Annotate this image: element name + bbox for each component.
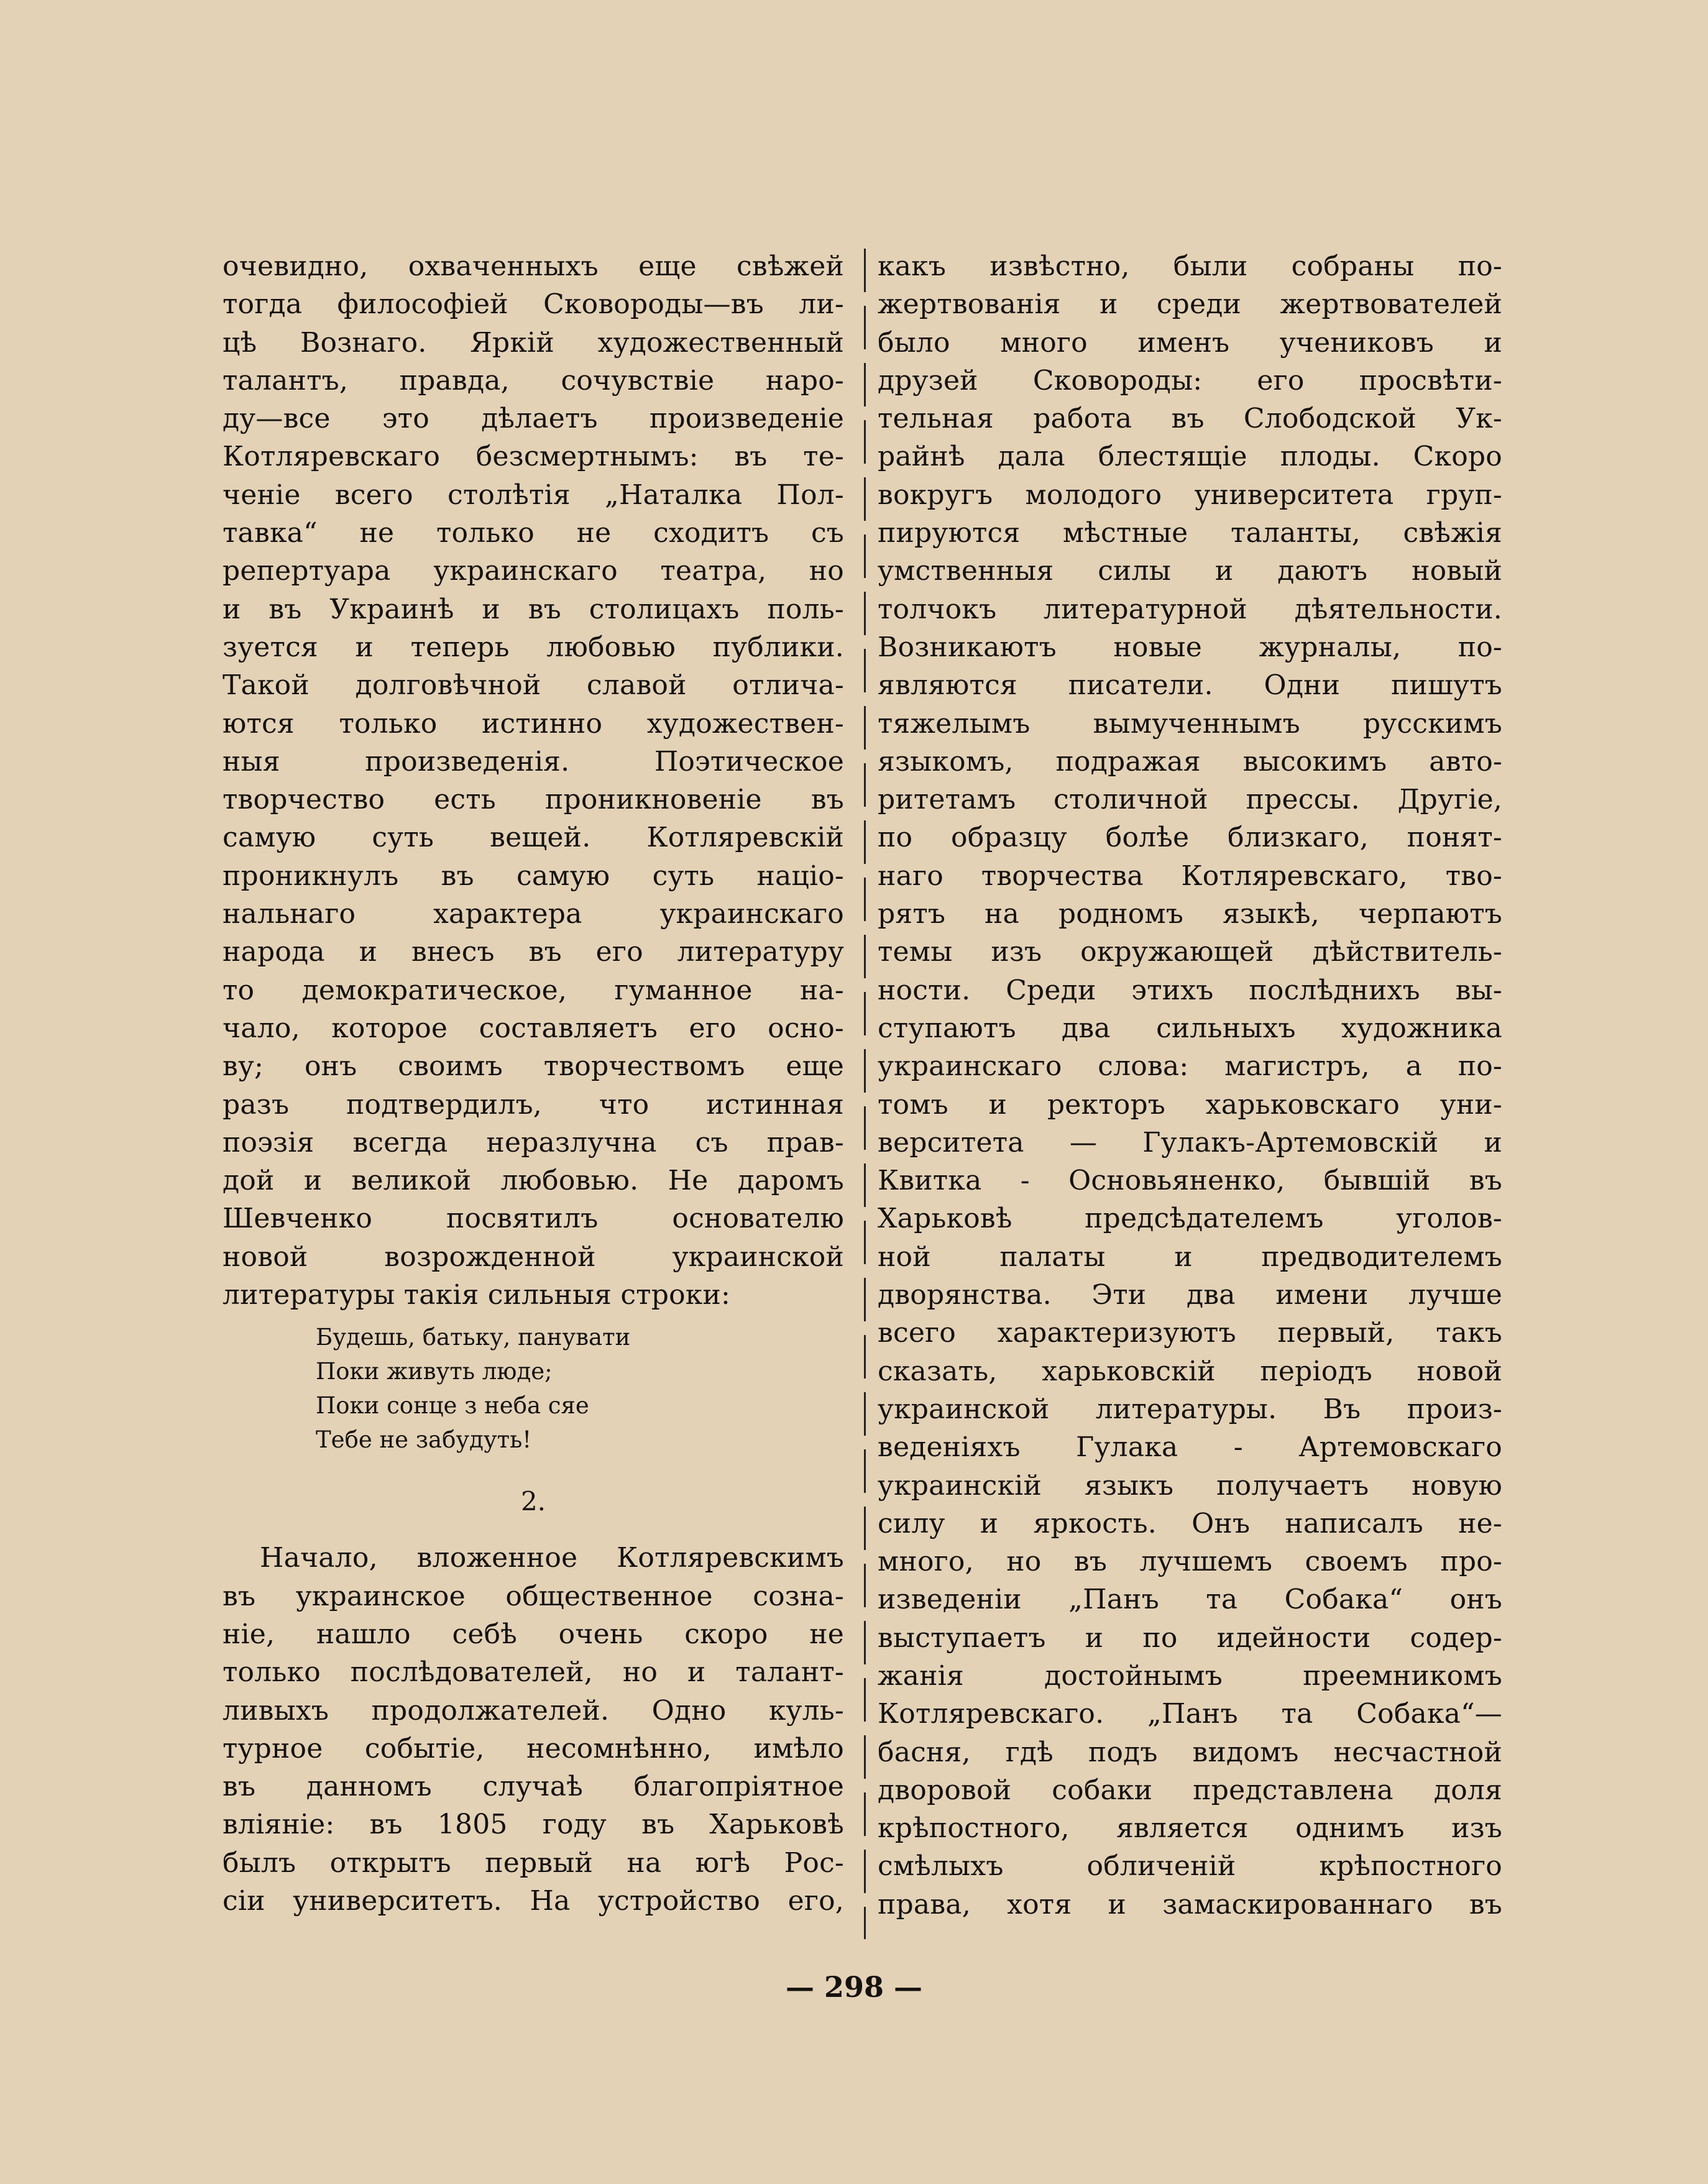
paragraph-3 — [878, 247, 1502, 1924]
text-line: темы изъ окружающей дѣйствитель- — [878, 936, 1502, 968]
text-line: народа и внесъ въ его литературу — [223, 936, 844, 968]
text-line: наго творчества Котляревскаго, тво- — [878, 860, 1502, 892]
text-line: украинскій языкъ получаетъ новую — [878, 1469, 1502, 1502]
text-line: былъ открытъ первый на югѣ Рос- — [223, 1847, 844, 1879]
text-line: какъ извѣстно, были собраны по- — [878, 250, 1502, 282]
paragraph-1 — [223, 247, 844, 1314]
left-column — [223, 247, 844, 1920]
text-line: крѣпостного, является однимъ изъ — [878, 1812, 1502, 1845]
text-line: много, но въ лучшемъ своемъ про- — [878, 1546, 1502, 1578]
text-line: верситета — Гулакъ-Артемовскій и — [878, 1126, 1502, 1159]
text-line: Начало, вложенное Котляревскимъ — [260, 1542, 844, 1574]
text-line: жертвованія и среди жертвователей — [878, 288, 1502, 321]
text-line: ченіе всего столѣтія „Наталка Пол- — [223, 479, 844, 511]
text-line: ныя произведенія. Поэтическое — [223, 745, 844, 778]
text-line: выступаетъ и по идейности содер- — [878, 1622, 1502, 1654]
text-line: ду—все это дѣлаетъ произведеніе — [223, 403, 844, 435]
text-line: права, хотя и замаскированнаго въ — [878, 1888, 1502, 1920]
text-line: ву; онъ своимъ творчествомъ еще — [223, 1050, 844, 1083]
right-column — [878, 247, 1502, 1924]
text-line: ступаютъ два сильныхъ художника — [878, 1012, 1502, 1044]
text-line: друзей Сковороды: его просвѣти- — [878, 364, 1502, 397]
verse-line: Будешь, батьку, панувати — [316, 1324, 631, 1351]
text-line: дворянства. Эти два имени лучше — [878, 1279, 1502, 1311]
column-divider — [864, 249, 866, 1939]
text-line: райнѣ дала блестящіе плоды. Скоро — [878, 441, 1502, 473]
text-line: турное событіе, несомнѣнно, имѣло — [223, 1732, 844, 1764]
text-line: талантъ, правда, сочувствіе наро- — [223, 364, 844, 397]
text-line: украинскаго слова: магистръ, а по- — [878, 1050, 1502, 1083]
text-line: проникнулъ въ самую суть націо- — [223, 860, 844, 892]
text-line: тавка“ не только не сходитъ съ — [223, 517, 844, 549]
text-line: пируются мѣстные таланты, свѣжія — [878, 517, 1502, 549]
text-line: Квитка - Основьяненко, бывшій въ — [878, 1165, 1502, 1197]
text-line: языкомъ, подражая высокимъ авто- — [878, 745, 1502, 778]
text-line: вліяніе: въ 1805 году въ Харьковѣ — [223, 1809, 844, 1841]
text-line: въ данномъ случаѣ благопріятное — [223, 1771, 844, 1803]
text-line: ливыхъ продолжателей. Одно куль- — [223, 1694, 844, 1727]
text-line: смѣлыхъ обличеній крѣпостного — [878, 1850, 1502, 1883]
text-line: тогда философіей Сковороды—въ ли- — [223, 288, 844, 321]
text-line: въ украинское общественное созна- — [223, 1580, 844, 1612]
text-line: дворовой собаки представлена доля — [878, 1774, 1502, 1806]
text-line: басня, гдѣ подъ видомъ несчастной — [878, 1736, 1502, 1768]
text-line: нальнаго характера украинскаго — [223, 898, 844, 930]
paragraph-2 — [223, 1539, 844, 1920]
text-line: сіи университетъ. На устройство его, — [223, 1884, 844, 1917]
text-line: Котляревскаго безсмертнымъ: въ те- — [223, 441, 844, 473]
text-line: всего характеризуютъ первый, такъ — [878, 1317, 1502, 1349]
text-line: цѣ Вознаго. Яркій художественный — [223, 326, 844, 359]
text-line: томъ и ректоръ харьковскаго уни- — [878, 1088, 1502, 1121]
text-line: толчокъ литературной дѣятельности. — [878, 593, 1502, 625]
text-line: умственныя силы и даютъ новый — [878, 555, 1502, 587]
text-line: Харьковѣ предсѣдателемъ уголов- — [878, 1203, 1502, 1235]
text-line: вокругъ молодого университета груп- — [878, 479, 1502, 511]
text-line: ной палаты и предводителемъ — [878, 1241, 1502, 1273]
text-line: тяжелымъ вымученнымъ русскимъ — [878, 707, 1502, 740]
text-line: было много именъ учениковъ и — [878, 326, 1502, 359]
section-number: 2. — [520, 1486, 546, 1517]
text-line: ются только истинно художествен- — [223, 707, 844, 740]
text-line: Шевченко посвятилъ основателю — [223, 1203, 844, 1235]
text-line: новой возрожденной украинской — [223, 1241, 844, 1273]
text-line: тельная работа въ Слободской Ук- — [878, 403, 1502, 435]
verse-line: Поки сонце з неба сяе — [316, 1392, 589, 1420]
text-line: Такой долговѣчной славой отлича- — [223, 669, 844, 702]
text-line: и въ Украинѣ и въ столицахъ поль- — [223, 593, 844, 625]
text-line: литературы такія сильныя строки: — [223, 1279, 731, 1311]
text-line: ности. Среди этихъ послѣднихъ вы- — [878, 974, 1502, 1006]
text-line: ритетамъ столичной прессы. Другіе, — [878, 784, 1502, 816]
text-line: чало, которое составляетъ его осно- — [223, 1012, 844, 1044]
text-line: силу и яркость. Онъ написалъ не- — [878, 1507, 1502, 1539]
text-line: репертуара украинскаго театра, но — [223, 555, 844, 587]
text-line: рятъ на родномъ языкѣ, черпаютъ — [878, 898, 1502, 930]
verse-line: Поки живуть люде; — [316, 1358, 553, 1385]
text-line: разъ подтвердилъ, что истинная — [223, 1088, 844, 1121]
text-line: являются писатели. Одни пишутъ — [878, 669, 1502, 702]
text-line: веденіяхъ Гулака - Артемовскаго — [878, 1431, 1502, 1464]
text-line: изведеніи „Панъ та Собака“ онъ — [878, 1584, 1502, 1616]
text-line: Котляревскаго. „Панъ та Собака“— — [878, 1698, 1502, 1730]
verse-line: Тебе не забудуть! — [316, 1426, 532, 1454]
text-line: самую суть вещей. Котляревскій — [223, 822, 844, 854]
text-line: по образцу болѣе близкаго, понят- — [878, 822, 1502, 854]
text-line: зуется и теперь любовью публики. — [223, 631, 844, 663]
text-line: только послѣдователей, но и талант- — [223, 1656, 844, 1689]
text-line: сказать, харьковскій періодъ новой — [878, 1355, 1502, 1387]
text-line: поэзія всегда неразлучна съ прав- — [223, 1126, 844, 1159]
text-line: Возникаютъ новые журналы, по- — [878, 631, 1502, 663]
text-line: дой и великой любовью. Не даромъ — [223, 1165, 844, 1197]
verse-quote — [316, 1320, 844, 1457]
text-line: очевидно, охваченныхъ еще свѣжей — [223, 250, 844, 282]
text-line: украинской литературы. Въ произ- — [878, 1393, 1502, 1425]
text-line: творчество есть проникновеніе въ — [223, 784, 844, 816]
page-number: — 298 — — [785, 1970, 923, 2004]
text-line: то демократическое, гуманное на- — [223, 974, 844, 1006]
text-line: ніе, нашло себѣ очень скоро не — [223, 1618, 844, 1650]
text-line: жанія достойнымъ преемникомъ — [878, 1659, 1502, 1692]
